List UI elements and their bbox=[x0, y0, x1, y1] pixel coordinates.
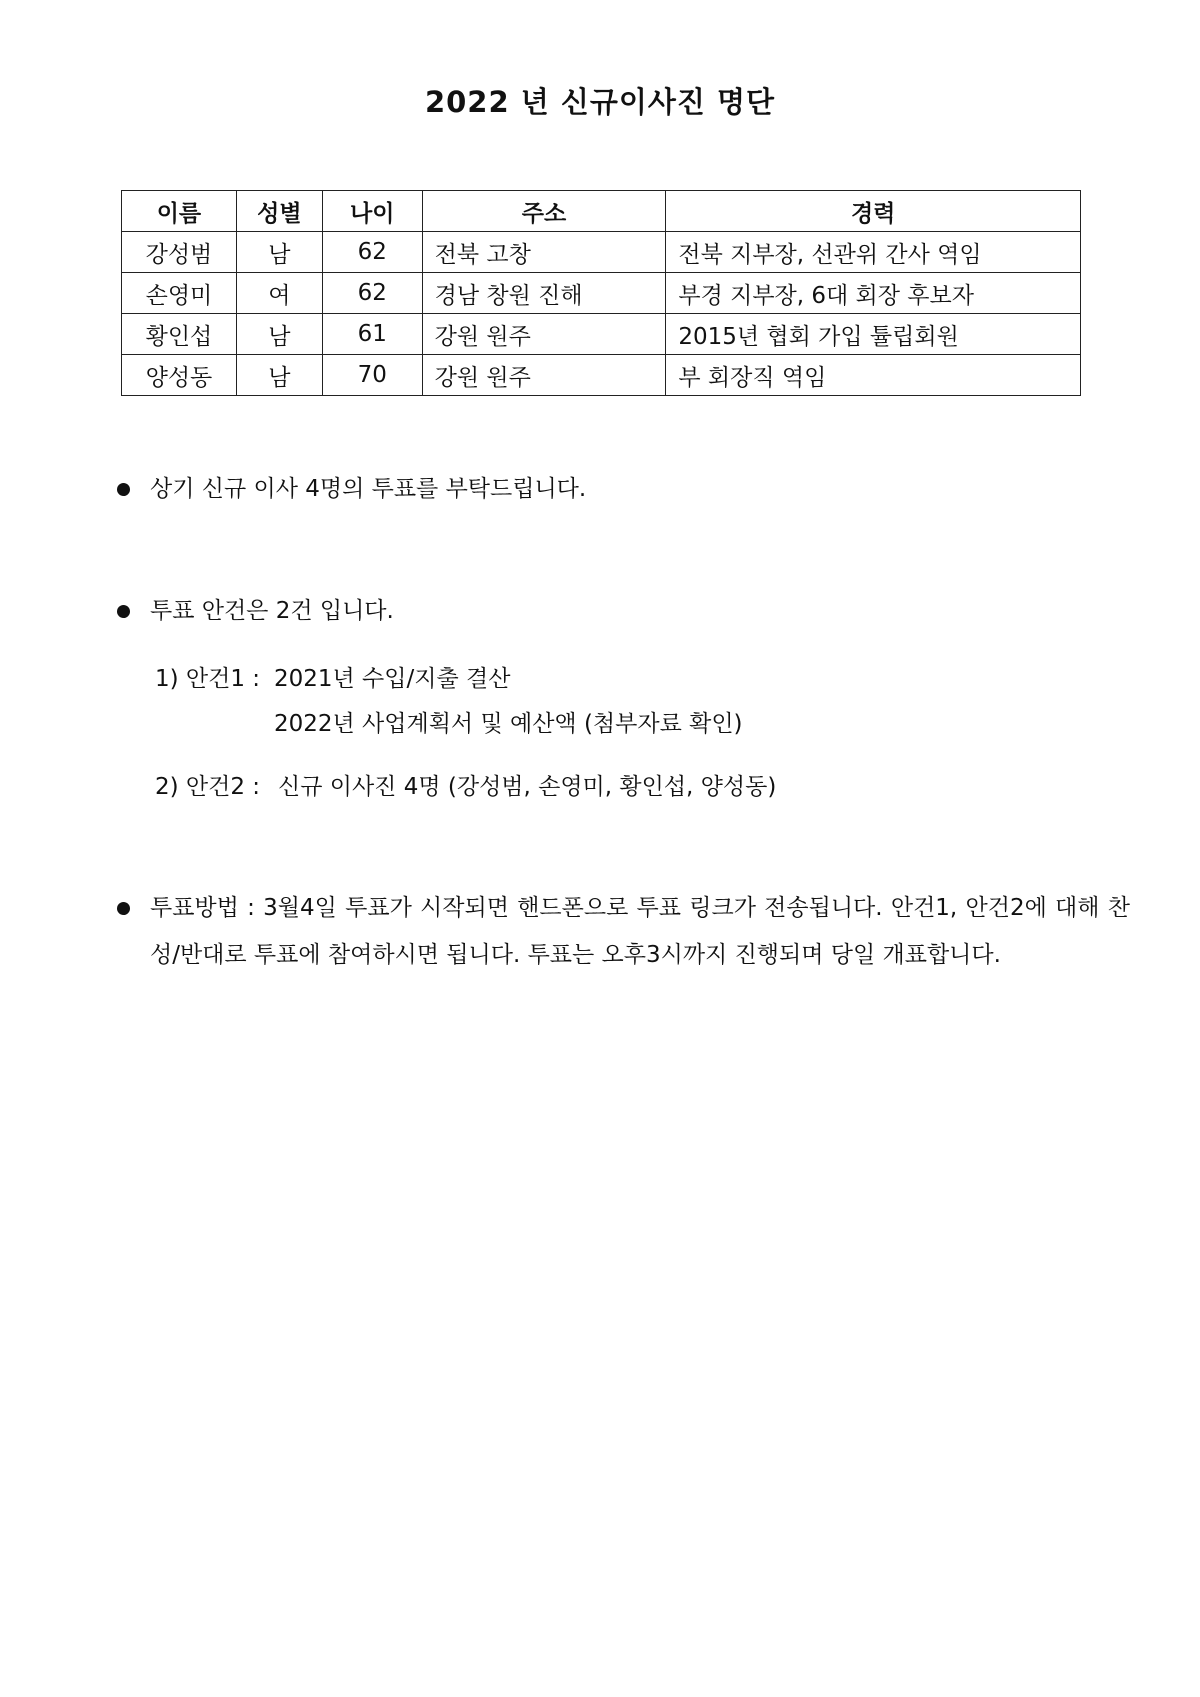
cell-address: 강원 원주 bbox=[422, 314, 666, 355]
cell-age: 62 bbox=[322, 273, 422, 314]
bullet-dot-icon bbox=[117, 605, 130, 618]
agenda1-label: 1) 안건1 : bbox=[155, 666, 261, 692]
table-row bbox=[122, 273, 1081, 314]
cell-gender: 남 bbox=[236, 232, 322, 273]
agenda-count-text: 투표 안건은 2건 입니다. bbox=[150, 598, 394, 624]
cell-gender: 남 bbox=[236, 355, 322, 396]
agenda1-line2: 2022년 사업계획서 및 예산액 (첨부자료 확인) bbox=[274, 711, 743, 737]
header-name: 이름 bbox=[122, 191, 237, 232]
cell-name: 강성범 bbox=[122, 232, 237, 273]
table-row bbox=[122, 314, 1081, 355]
board-member-table bbox=[121, 190, 1081, 396]
cell-career: 부경 지부장, 6대 회장 후보자 bbox=[666, 273, 1081, 314]
header-gender: 성별 bbox=[236, 191, 322, 232]
cell-career: 2015년 협회 가입 튤립회원 bbox=[666, 314, 1081, 355]
agenda2-label: 2) 안건2 : bbox=[155, 774, 261, 800]
cell-gender: 여 bbox=[236, 273, 322, 314]
cell-career: 부 회장직 역임 bbox=[666, 355, 1081, 396]
bullet-dot-icon bbox=[117, 483, 130, 496]
agenda1-line1: 2021년 수입/지출 결산 bbox=[274, 666, 511, 692]
table-row bbox=[122, 232, 1081, 273]
header-address: 주소 bbox=[422, 191, 666, 232]
cell-age: 61 bbox=[322, 314, 422, 355]
voting-method-text: 투표방법 : 3월4일 투표가 시작되면 핸드폰으로 투표 링크가 전송됩니다. 안건1, 안건2에 대해 찬성/반대로 투표에 참여하시면 됩니다. 투표는 오후3시까지 진행되며 당일 개표합니다. bbox=[150, 895, 1130, 968]
table-row bbox=[122, 355, 1081, 396]
cell-address: 강원 원주 bbox=[422, 355, 666, 396]
document-title: 2022 년 신규이사진 명단 bbox=[424, 85, 776, 119]
cell-career: 전북 지부장, 선관위 간사 역임 bbox=[666, 232, 1081, 273]
cell-name: 황인섭 bbox=[122, 314, 237, 355]
bullet-dot-icon bbox=[117, 902, 130, 915]
table-header-row bbox=[122, 191, 1081, 232]
agenda2-text: 신규 이사진 4명 (강성범, 손영미, 황인섭, 양성동) bbox=[278, 774, 777, 800]
cell-age: 62 bbox=[322, 232, 422, 273]
cell-address: 전북 고창 bbox=[422, 232, 666, 273]
cell-address: 경남 창원 진해 bbox=[422, 273, 666, 314]
vote-request-text: 상기 신규 이사 4명의 투표를 부탁드립니다. bbox=[150, 476, 587, 502]
cell-age: 70 bbox=[322, 355, 422, 396]
header-age: 나이 bbox=[322, 191, 422, 232]
header-career: 경력 bbox=[666, 191, 1081, 232]
cell-name: 양성동 bbox=[122, 355, 237, 396]
cell-gender: 남 bbox=[236, 314, 322, 355]
cell-name: 손영미 bbox=[122, 273, 237, 314]
